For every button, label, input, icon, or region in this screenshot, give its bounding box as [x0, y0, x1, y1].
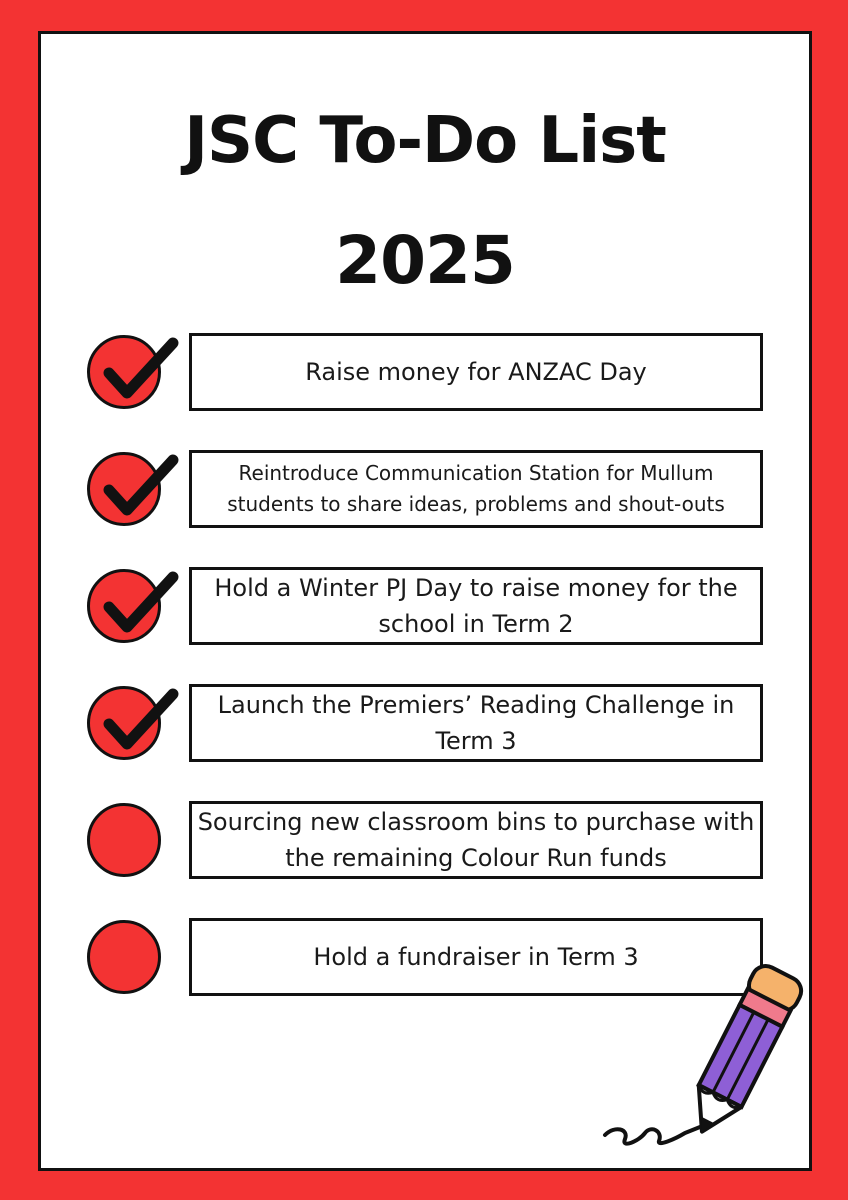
checkmark-icon	[93, 329, 179, 409]
page-year: 2025	[335, 222, 515, 299]
checkmark-icon	[93, 446, 179, 526]
task-text: Hold a fundraiser in Term 3	[313, 943, 639, 971]
checkmark-icon	[93, 680, 179, 760]
task-box	[189, 333, 763, 411]
task-text: Launch the Premiers’ Reading Challenge in Term 3	[217, 691, 735, 755]
pencil-icon	[601, 959, 811, 1159]
checkmark-icon	[93, 563, 179, 643]
task-box	[189, 801, 763, 879]
task-box	[189, 450, 763, 528]
status-circle	[87, 920, 161, 994]
list-item	[41, 801, 809, 881]
page-title: JSC To-Do List	[184, 104, 666, 178]
task-box	[189, 684, 763, 762]
list-item	[41, 450, 809, 530]
task-box	[189, 567, 763, 645]
task-text: Raise money for ANZAC Day	[305, 358, 647, 386]
task-text: Hold a Winter PJ Day to raise money for the school in Term 2	[214, 574, 738, 638]
status-circle	[87, 803, 161, 877]
task-text: Reintroduce Communication Station for Mullum students to share ideas, problems and shout-outs	[227, 461, 725, 516]
task-text: Sourcing new classroom bins to purchase with the remaining Colour Run funds	[197, 808, 755, 872]
list-item	[41, 333, 809, 413]
list-item	[41, 684, 809, 764]
todo-sheet	[38, 31, 812, 1171]
list-item	[41, 567, 809, 647]
